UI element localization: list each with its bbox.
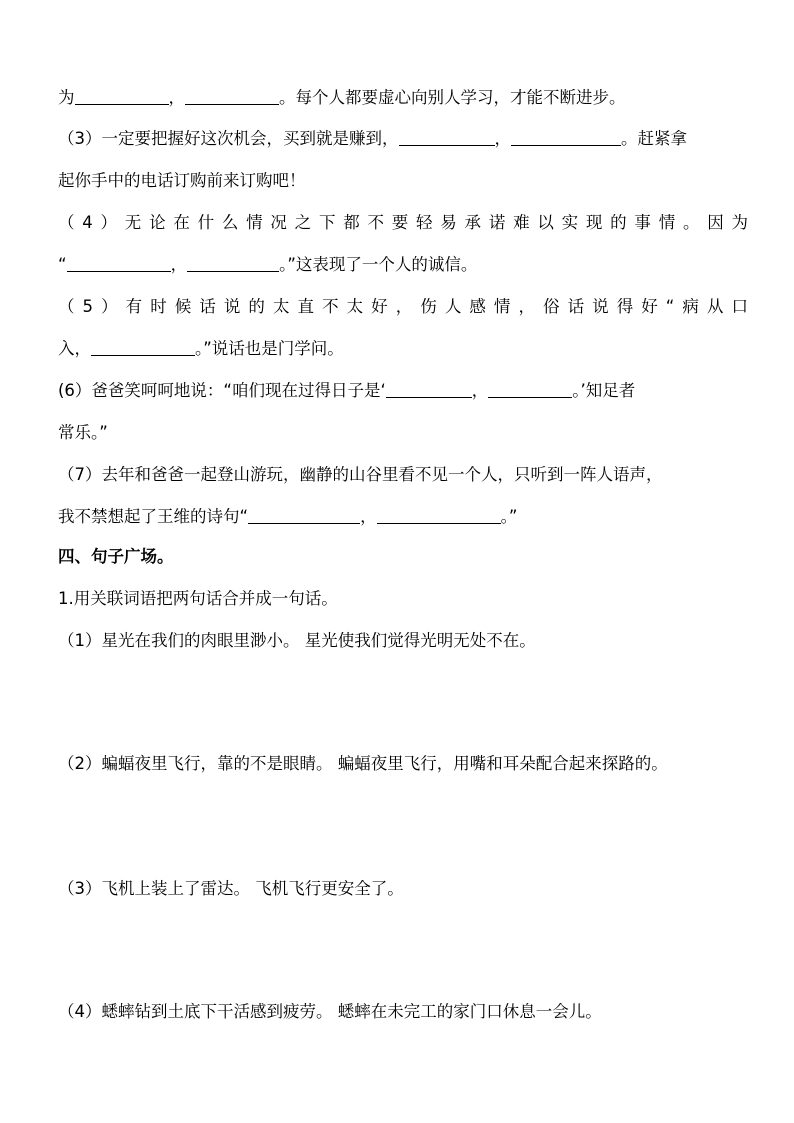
line-text: 。’知足者 <box>572 381 636 400</box>
question-7-line-2 <box>58 505 748 529</box>
line-text: 。”这表现了一个人的诚信。 <box>279 255 478 274</box>
sentence-item-2: （2）蝙蝠夜里飞行，靠的不是眼睛。 蝙蝠夜里飞行，用嘴和耳朵配合起来探路的。 <box>58 754 668 773</box>
answer-blank[interactable] <box>67 255 171 272</box>
fill-blank-line-2-end <box>58 86 748 110</box>
answer-blank[interactable] <box>248 507 360 524</box>
sentence-item-1: （1）星光在我们的肉眼里渺小。 星光使我们觉得光明无处不在。 <box>58 631 536 650</box>
answer-blank[interactable] <box>187 255 279 272</box>
answer-blank[interactable] <box>75 88 169 105</box>
line-text: “ <box>58 255 67 274</box>
sentence-item-4: （4）蟋蟀钻到土底下干活感到疲劳。 蟋蟀在未完工的家门口休息一会儿。 <box>58 1002 602 1021</box>
answer-blank[interactable] <box>511 129 621 146</box>
answer-blank[interactable] <box>377 507 501 524</box>
answer-blank[interactable] <box>185 88 279 105</box>
line-text: （4）无论在什么情况之下都不要轻易承诺难以实现的事情。因为 <box>58 213 748 232</box>
question-4-line-2 <box>58 253 748 277</box>
question-5-line-2 <box>58 337 748 361</box>
answer-blank[interactable] <box>488 381 572 398</box>
line-text: （7）去年和爸爸一起登山游玩，幽静的山谷里看不见一个人，只听到一阵人语声， <box>58 465 663 484</box>
line-text: （5）有时候话说的太直不太好，伤人感情，俗话说得好“病从口 <box>58 297 748 316</box>
question-6-line-1 <box>58 379 748 403</box>
question-7-line-1 <box>58 463 748 487</box>
section-heading: 四、句子广场。 <box>58 547 174 566</box>
line-text: ， <box>494 129 511 148</box>
line-text: ， <box>168 88 185 107</box>
line-text: ， <box>170 255 188 274</box>
answer-blank[interactable] <box>399 129 495 146</box>
line-text: 。” <box>500 507 518 526</box>
question-3-line-2 <box>58 169 748 193</box>
question-5-line-1 <box>58 295 748 319</box>
line-text: ， <box>471 381 489 400</box>
line-text: 起你手中的电话订购前来订购吧！ <box>58 171 306 190</box>
line-text: (6）爸爸笑呵呵地说：“咱们现在过得日子是‘ <box>58 381 386 400</box>
line-text: 。每个人都要虚心向别人学习，才能不断进步。 <box>279 88 626 107</box>
line-text: 我不禁想起了王维的诗句“ <box>58 507 249 526</box>
question-4-line-1 <box>58 211 748 235</box>
line-text: 。赶紧拿 <box>621 129 687 148</box>
line-text: 。”说话也是门学问。 <box>195 339 344 358</box>
line-text: 入， <box>58 339 91 358</box>
line-text: 为 <box>58 88 75 107</box>
line-text: 常乐。” <box>58 423 108 442</box>
line-text: ， <box>360 507 377 526</box>
sentence-item-3: （3）飞机上装上了雷达。 飞机飞行更安全了。 <box>58 879 404 898</box>
question-3-line-1 <box>58 127 748 151</box>
answer-blank[interactable] <box>386 381 472 398</box>
task-instruction: 1.用关联词语把两句话合并成一句话。 <box>58 589 338 608</box>
question-6-line-2 <box>58 421 748 445</box>
answer-blank[interactable] <box>91 339 195 356</box>
line-text: （3）一定要把握好这次机会，买到就是赚到， <box>58 129 399 148</box>
